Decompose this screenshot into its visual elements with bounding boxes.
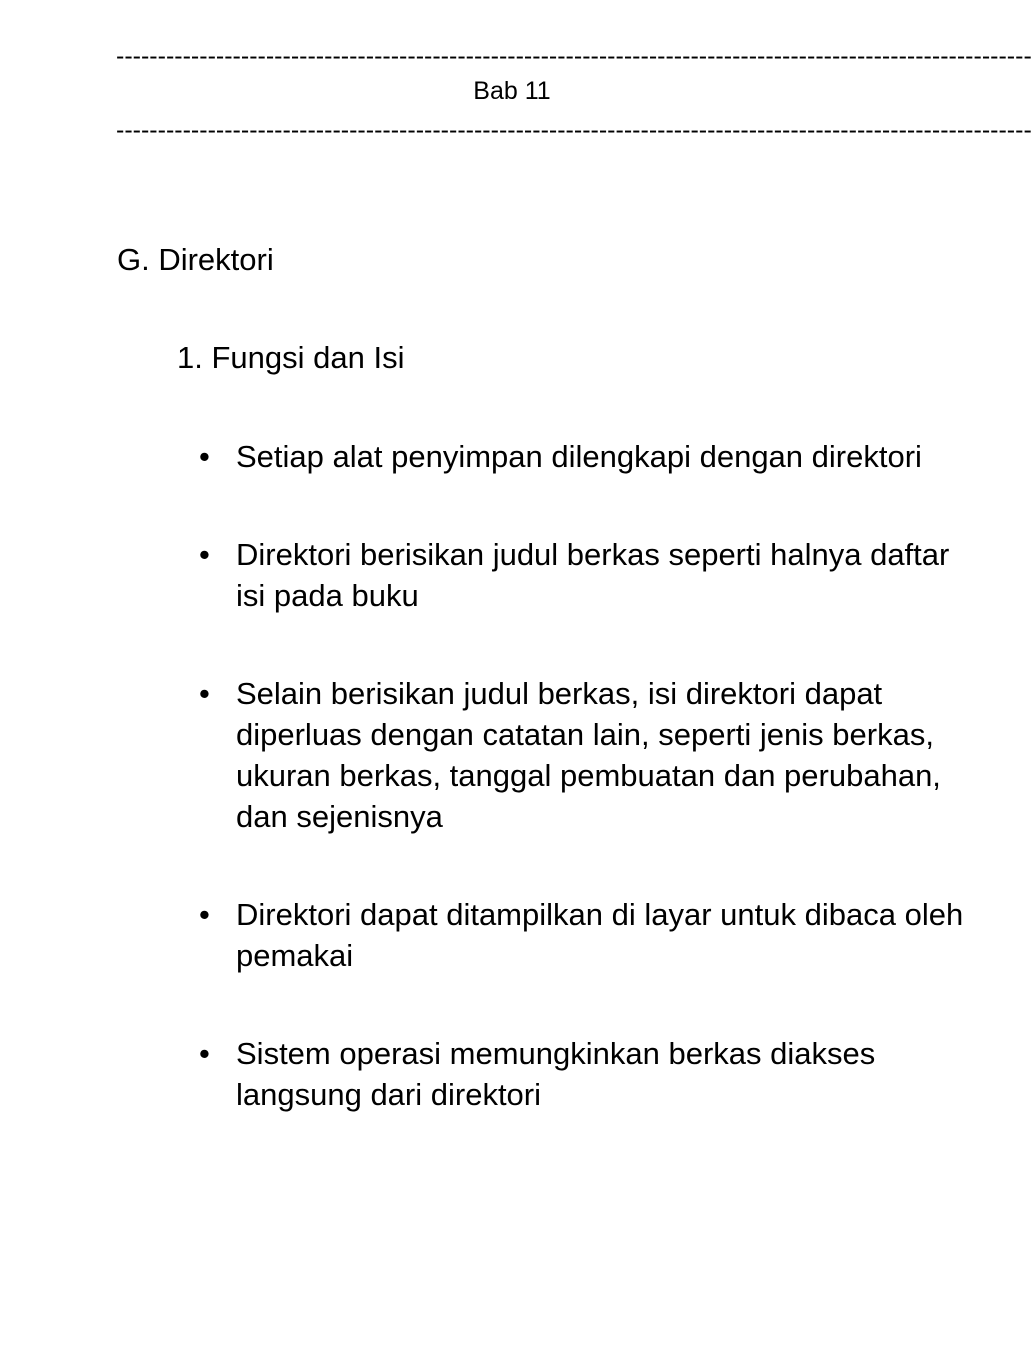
bullet-icon: •: [199, 439, 210, 474]
bullet-icon: •: [199, 1036, 210, 1071]
bullet-icon: •: [199, 676, 210, 711]
bullet-icon: •: [199, 897, 210, 932]
list-item-text: Sistem operasi memungkinkan berkas diakses langsung dari direktori: [236, 1036, 876, 1112]
list-item-text: Setiap alat penyimpan dilengkapi dengan direktori: [236, 439, 922, 474]
subsection-title: 1. Fungsi dan Isi: [177, 340, 405, 375]
list-item: [196, 894, 966, 976]
list-item-text: Selain berisikan judul berkas, isi direktori dapat diperluas dengan catatan lain, seperti jenis berkas, ukuran berkas, tanggal pembuatan dan perubahan, dan sejenisnya: [236, 676, 941, 834]
bullet-list: [196, 436, 966, 1172]
bullet-icon: •: [199, 537, 210, 572]
header-bottom-rule: --------------------------------------------------------------------------------------------------------------: [116, 116, 1032, 144]
header-top-rule: --------------------------------------------------------------------------------------------------------------: [116, 42, 1032, 70]
list-item: [196, 673, 966, 837]
list-item: [196, 1033, 966, 1115]
chapter-heading: Bab 11: [473, 77, 551, 105]
section-title: G. Direktori: [117, 242, 274, 277]
list-item: [196, 436, 966, 477]
list-item-text: Direktori berisikan judul berkas seperti halnya daftar isi pada buku: [236, 537, 950, 613]
list-item-text: Direktori dapat ditampilkan di layar untuk dibaca oleh pemakai: [236, 897, 964, 973]
list-item: [196, 534, 966, 616]
